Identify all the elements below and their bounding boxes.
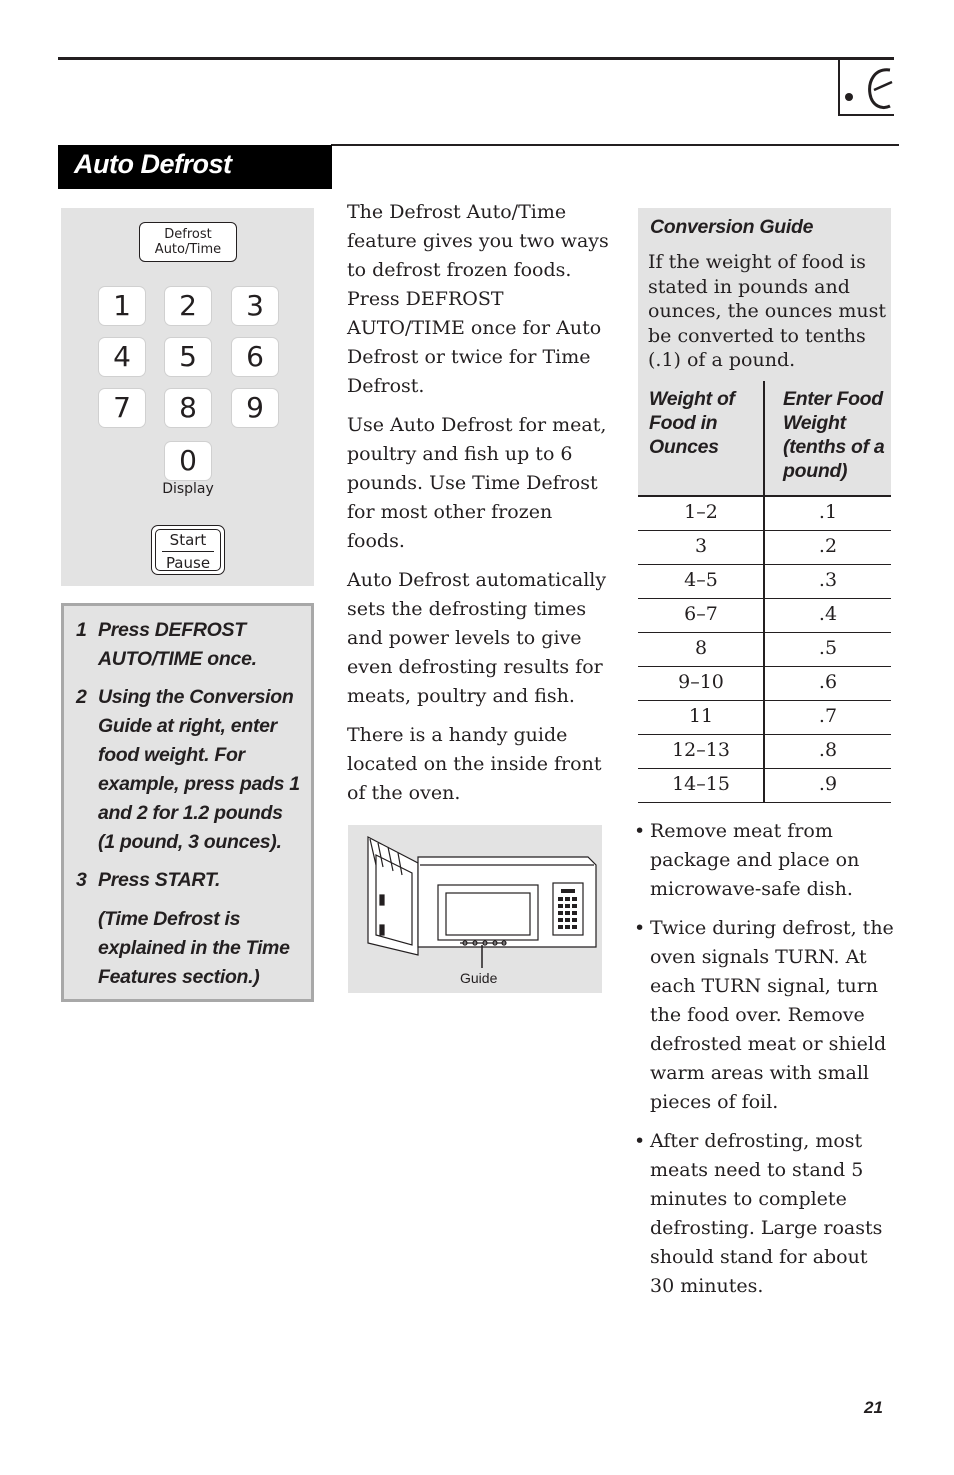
step-note-text: (Time Defrost is explained in the Time Features section.) [98,908,290,988]
ounces-cell: 1–2 [684,501,718,523]
table-row [638,701,891,735]
step-number: 2 [76,686,87,708]
keypad-illustration [61,208,314,586]
step-3 [76,866,304,895]
column-divider [763,381,765,497]
step-1 [76,616,304,674]
bullet-icon: • [634,1130,646,1152]
page-number: 21 [864,1398,883,1417]
ge-logo-icon [840,60,894,114]
digit-key-1: 1 [99,287,145,325]
ounces-cell: 11 [688,705,714,727]
tenths-cell: .4 [818,603,838,625]
ounces-cell: 14–15 [672,773,730,795]
list-item [634,1127,896,1301]
tenths-cell: .5 [818,637,838,659]
conversion-guide [638,208,891,381]
tenths-cell: .6 [818,671,838,693]
conversion-table-header [638,381,891,497]
ounces-cell: 6–7 [684,603,718,625]
body-paragraph: Use Auto Defrost for meat, poultry and fish up to 6 pounds. Use Time Defrost for most other frozen foods. [347,414,607,552]
digit-key-9: 9 [232,389,278,427]
table-row [638,565,891,599]
list-item [634,817,896,904]
oven-illustration [348,825,602,993]
ounces-cell: 4–5 [684,569,718,591]
tenths-cell: .7 [818,705,838,727]
digit-key-2: 2 [165,287,211,325]
digit-key-4: 4 [99,338,145,376]
table-row [638,599,891,633]
defrost-auto-time-key [139,222,237,262]
display-label: Display [162,481,214,497]
ounces-cell: 9–10 [678,671,724,693]
steps-box [61,603,314,1002]
bullet-icon: • [634,820,646,842]
body-text-column [347,198,609,818]
guide-label: Guide [460,970,498,986]
ounces-cell: 12–13 [672,739,730,761]
tenths-cell: .2 [818,535,838,557]
ounces-cell: 3 [694,535,708,557]
digit-key-7: 7 [99,389,145,427]
tip-text: After defrosting, most meats need to stand 5 minutes to complete defrosting. Large roasts should stand for about 30 minutes. [650,1130,883,1297]
step-note [76,905,304,992]
defrost-key-line1: Defrost [164,227,212,242]
step-text: Press DEFROST AUTO/TIME once. [98,619,257,670]
step-text: Press START. [98,869,221,891]
start-label: Start [169,531,207,549]
section-title-bar [58,145,332,189]
table-row [638,769,891,803]
table-row [638,633,891,667]
table-row [638,735,891,769]
section-title: Auto Defrost [74,149,232,179]
body-paragraph: There is a handy guide located on the inside front of the oven. [347,724,602,804]
tenths-cell: .1 [818,501,838,523]
step-text: Using the Conversion Guide at right, enter food weight. For example, press pads 1 and 2 for 1.2 pounds (1 pound, 3 ounces). [98,686,300,853]
top-rule [58,57,894,60]
digit-key-6: 6 [232,338,278,376]
conversion-guide-title: Conversion Guide [650,216,814,238]
tenths-cell: .8 [818,739,838,761]
bullet-icon: • [634,917,646,939]
conversion-guide-text: If the weight of food is stated in pounds and ounces, the ounces must be converted to tenths (.1) of a pound. [648,251,887,371]
tip-text: Remove meat from package and place on microwave-safe dish. [650,820,860,900]
table-row [638,531,891,565]
digit-key-5: 5 [165,338,211,376]
tips-list [634,817,896,1311]
table-header-tenths: Enter Food Weight (tenths of a pound) [783,388,885,482]
ounces-cell: 8 [694,637,708,659]
defrost-key-line2: Auto/Time [154,242,222,257]
microwave-oven-icon [348,825,602,993]
digit-key-0: 0 [165,442,211,480]
digit-key-8: 8 [165,389,211,427]
logo-corner [838,60,894,116]
tip-text: Twice during defrost, the oven signals TURN. At each TURN signal, turn the food over. Remove defrosted meat or shield warm areas with small pieces of foil. [650,917,894,1113]
table-header-ounces: Weight of Food in Ounces [649,388,735,458]
list-item [634,914,896,1117]
column-divider [763,497,765,802]
section-rule [331,144,899,146]
tenths-cell: .3 [818,569,838,591]
step-number: 1 [76,619,87,641]
table-row [638,497,891,531]
step-number: 3 [76,869,87,891]
body-paragraph: Auto Defrost automatically sets the defrosting times and power levels to give even defrosting results for meats, poultry and fish. [347,569,607,707]
step-2 [76,683,304,857]
table-row [638,667,891,701]
body-paragraph: The Defrost Auto/Time feature gives you two ways to defrost frozen foods. Press DEFROST AUTO/TIME once for Auto Defrost or twice for Time Defrost. [347,201,609,397]
digit-key-3: 3 [232,287,278,325]
tenths-cell: .9 [818,773,838,795]
pause-label: Pause [165,554,211,572]
start-pause-key [151,525,225,575]
